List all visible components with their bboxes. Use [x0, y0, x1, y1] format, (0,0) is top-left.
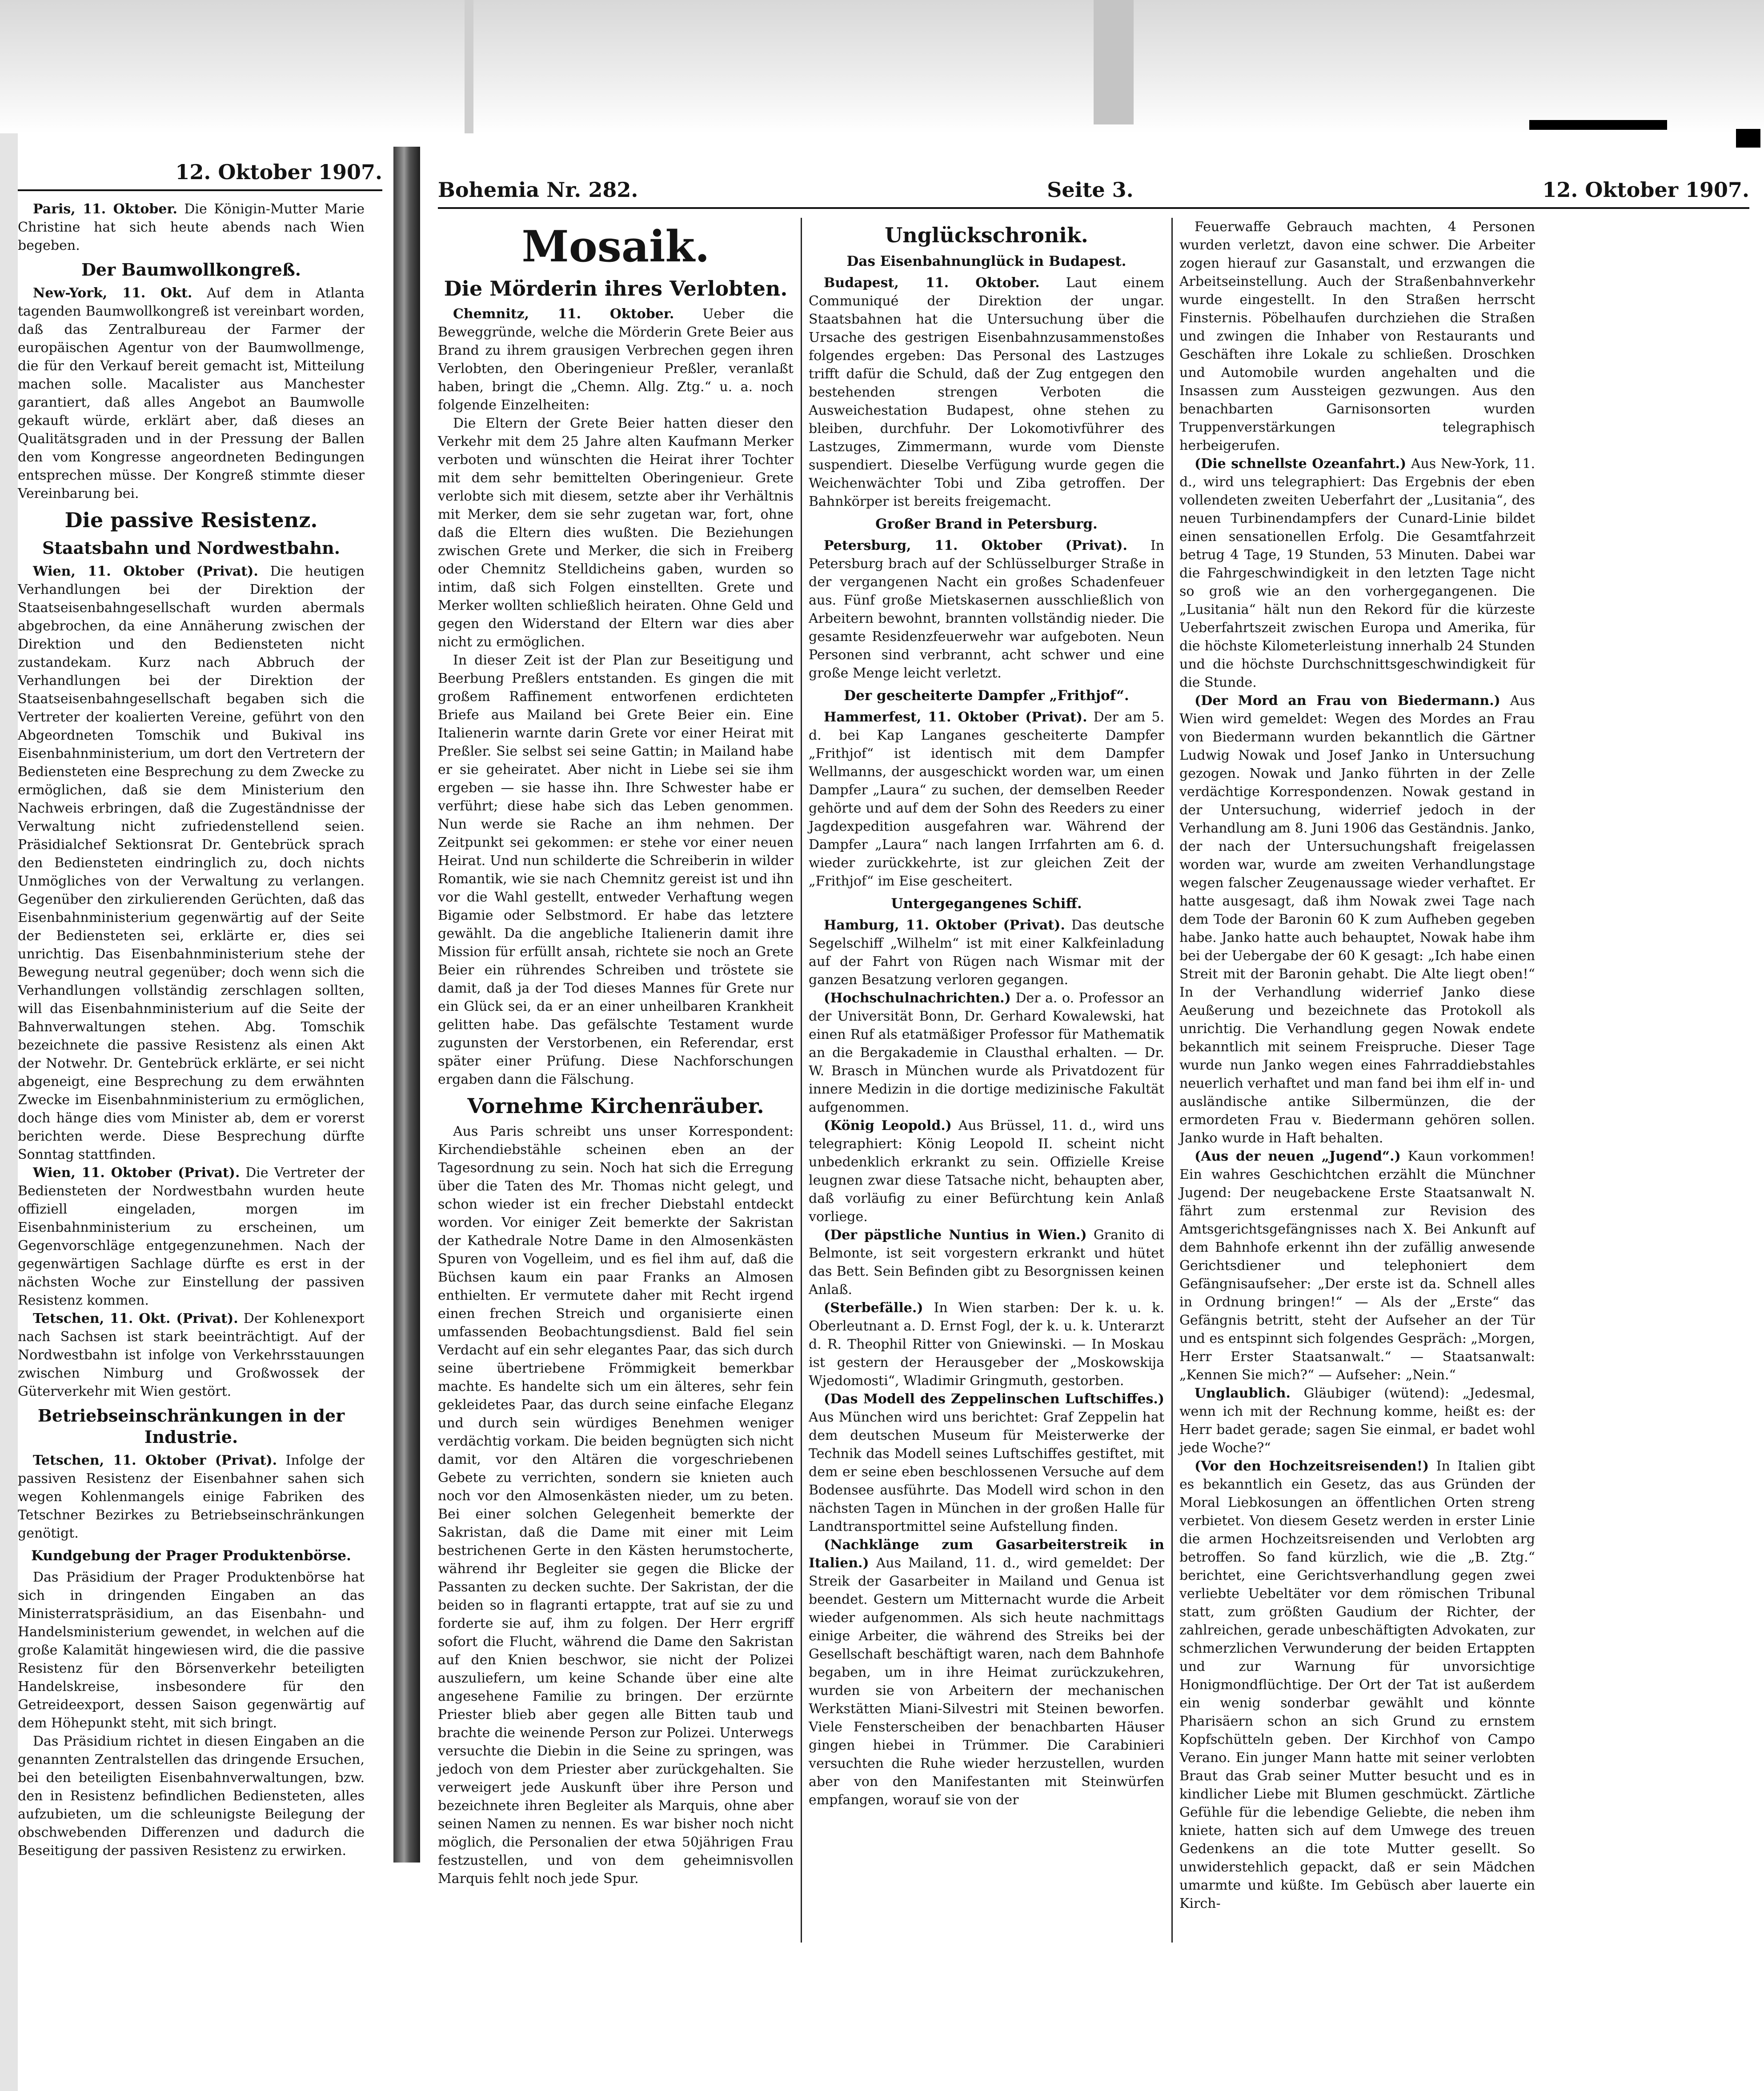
dateline: Wien, 11. Oktober (Privat). [33, 1165, 240, 1181]
article-paragraph [1179, 1457, 1535, 1913]
paragraph-text: Aus Wien wird gemeldet: Wegen des Mordes an Frau von Biedermann wurden bekanntlich die Gärtner Ludwig Nowak und Josef Janko in Untersuchung gezogen. Nowak und Janko führten in der Zelle verdächtige Korrespondenzen. Nowak gestand in der Untersuchung, widerrief jedoch in der Verhandlung am 8. Juni 1906 das Geständnis. Janko, der nach der Untersuchungshaft freigelassen worden war, wurde am zweiten Verhandlungstage wegen falscher Zeugenaussage wieder verhaftet. Er hatte ausgesagt, daß ihm Nowak zwei Tage nach dem Tode der Baronin 60 K zum Aufheben gegeben habe. Janko hatte auch behauptet, Nowak habe ihm bei der Uebergabe der 60 K gesagt: „Ich habe einen Streit mit der Baronin gehabt. Die Alte liegt oben!“ In der Verhandlung widerrief Janko diese Aeußerung und bezeichnete das Protokoll als unrichtig. Die Verhandlung gegen Nowak endete bekanntlich mit seinem Freispruche. Dieser Tage wurde nun Janko wegen eines Fahrraddiebstahles neuerlich verhaftet und man fand bei ihm elf in- und ausländische antike Silbermünzen, die der ermordeten Frau v. Biedermann gehören sollen. Janko wurde in Haft behalten. [1179, 693, 1535, 1146]
paragraph-text: Laut einem Communiqué der Direktion der ungar. Staatsbahnen hat die Untersuchung über die Ursache des gestrigen Eisenbahnzusammenstoßes folgendes ergeben: Das Personal des Lastzuges trifft dafür die Schuld, daß der Zug entgegen den bestehenden strengen Verboten die Ausweichestation Budapest, ohne stehen zu bleiben, durchfuhr. Der Lokomotivführer des Lastzuges, Zimmermann, wurde vom Dienste suspendiert. Dieselbe Verfügung wurde gegen die Weichenwächter Tobi und Ziba getroffen. Der Bahnkörper ist bereits freigemacht. [809, 275, 1164, 509]
dateline: Paris, 11. Oktober. [33, 201, 177, 217]
paragraph-text: Infolge der passiven Resistenz der Eisenbahner sahen sich wegen Kohlenmangels einige Fabriken des Tetschner Bezirkes zu Betriebseinschränkungen genötigt. [18, 1453, 365, 1541]
dateline: (Der Mord an Frau von Biedermann.) [1195, 693, 1500, 709]
masthead: Bohemia Nr. 282. [438, 178, 638, 202]
article-paragraph [809, 1299, 1164, 1390]
article-paragraph [18, 1568, 365, 1732]
article-heading: Die Mörderin ihres Verlobten. [444, 276, 788, 300]
article-paragraph [809, 1390, 1164, 1536]
paragraph-text: Granito di Belmonte, ist seit vorgestern erkrankt und hütet das Bett. Sein Befinden gibt zu Besorgnissen keinen Anlaß. [809, 1227, 1164, 1298]
article-paragraph [18, 1310, 365, 1401]
article-paragraph [18, 1164, 365, 1310]
paragraph-text: Die heutigen Verhandlungen bei der Direktion der Staatseisenbahngesellschaft wurden abermals abgebrochen, da eine Annäherung zwischen der Direktion und den Bediensteten nicht zustandekam. Kurz nach Abbruch der Verhandlungen bei der Direktion der Staatseisenbahngesellschaft begaben sich die Vertreter der koalierten Vereine, geführt von den Abgeordneten Tomschik und Bukival ins Eisenbahnministerium, um dort den Vertretern der Bediensteten eine Besprechung zu dem Zwecke zu ermöglichen, daß sie dem Ministerium den Nachweis erbringen, daß die Zugeständnisse der Verwaltung nicht zufriedenstellend seien. Präsidialchef Sektionsrat Dr. Gentebrück sprach den Bediensteten eindringlich zu, doch nichts Unmögliches von der Verwaltung zu verlangen. Gegenüber den zirkulierenden Gerüchten, daß das Eisenbahnministerium gegenwärtig auf der Seite der Bediensteten sei, erklärte er, dies sei unrichtig. Das Eisenbahnministerium stehe der Bewegung neutral gegenüber; doch wenn sich die Verhandlungen vollständig zerschlagen sollten, will das Eisenbahnministerium auf die Seite der Bahnverwaltungen stehen. Abg. Tomschik bezeichnete die passive Resistenz als einen Akt der Notwehr. Dr. Gentebrück erklärte, er sei nicht abgeneigt, eine Besprechung zu dem erwähnten Zwecke im Eisenbahnministerium zu ermöglichen, doch hänge dies vom Minister ab, dem er vorerst berichten werde. Diese Besprechung dürfte Sonntag stattfinden. [18, 564, 365, 1162]
article-heading: Der gescheiterte Dampfer „Frithjof“. [844, 688, 1129, 704]
scan-mark [1736, 129, 1760, 148]
article-heading: Mosaik. [521, 221, 710, 272]
dateline: Petersburg, 11. Oktober (Privat). [824, 538, 1127, 553]
article-paragraph [1179, 1384, 1535, 1457]
article-paragraph [809, 989, 1164, 1117]
article-heading: Staatsbahn und Nordwestbahn. [42, 538, 341, 558]
page-number: Seite 3. [1047, 178, 1134, 202]
dateline: (Die schnellste Ozeanfahrt.) [1195, 456, 1407, 472]
paragraph-text: In Italien gibt es bekanntlich ein Gesetz, das aus Gründen der Moral Liebkosungen an öffentlichen Orten streng verbietet. Von diesem Gesetz werden in erster Linie die armen Hochzeitsreisenden und Verlobten arg betroffen. So fand kürzlich, wie die „B. Ztg.“ berichtet, eine Gerichtsverhandlung gegen zwei verliebte Uebeltäter vor dem römischen Tribunal statt, zum größten Gaudium der Richter, der zahlreichen, gerade unbeschäftigten Advokaten, zur schmerzlichen Verwunderung der beiden Ertappten und zur Warnung für unvorsichtige Honigmondflüchtige. Der Ort der Tat ist außerdem ein wenig sonderbar gewählt und könnte Pharisäern schon an sich Grund zu ernstem Kopfschütteln geben. Der Kirchhof von Campo Verano. Ein junger Mann hatte mit seiner verlobten Braut das Grab seiner Mutter besucht und es in kindlicher Liebe mit Blumen geschmückt. Zärtliche Gefühle für die lebendige Geliebte, die neben ihm kniete, hatten sich auf dem Umwege des treuen Gedenkens an die tote Mutter gesellt. So unwiderstehlich gepackt, daß er sein Mädchen umarmte und küßte. Im Gebüsch aber lauerte ein Kirch- [1179, 1458, 1535, 1911]
dateline: Hammerfest, 11. Oktober (Privat). [824, 709, 1087, 725]
paragraph-text: Das Präsidium richtet in diesen Eingaben an die genannten Zentralstellen das dringende Ersuchen, bei den beteiligten Eisenbahnverwaltungen, bzw. den in Resistenz befindlichen Bediensteten, alles aufzubieten, um die schleunigste Beilegung der obschwebenden Differenzen und dadurch die Beseitigung der passiven Resistenz zu erwirken. [18, 1734, 365, 1859]
paragraph-text: Der Kohlenexport nach Sachsen ist stark beeinträchtigt. Auf der Nordwestbahn ist infolge von Verkehrsstauungen zwischen Nimburg und Großwossek der Güterverkehr mit Wien gestört. [18, 1311, 365, 1399]
scan-mark [1094, 0, 1134, 124]
paragraph-text: Das Präsidium der Prager Produktenbörse hat sich in dringenden Eingaben an das Ministerratspräsidium, an das Eisenbahn- und Handelsministerium gewendet, in welchen auf die große Kalamität hingewiesen wird, die die passive Resistenz für den Börsenverkehr beteiligten Handelskreise, insbesondere für den Getreideexport, dessen Saison gegenwärtig auf dem Höhepunkt steht, mit sich bringt. [18, 1570, 365, 1731]
paragraph-text: Aus Mailand, 11. d., wird gemeldet: Der Streik der Gasarbeiter in Mailand und Genua ist beendet. Gestern um Mitternacht wurde die Arbeit wieder aufgenommen. Als sich heute nachmittags einige Arbeiter, die während des Streiks bei der Gesellschaft beschäftigt waren, nach dem Bahnhofe begaben, um in ihre Heimat zurückzukehren, wurden sie von Arbeitern der mechanischen Werkstätten Miani-Silvestri mit Steinen beworfen. Viele Fensterscheiben der benachbarten Häuser gingen hiebei in Trümmer. Die Carabinieri versuchten die Ruhe wieder herzustellen, wurden aber von den Manifestanten mit Steinwürfen empfangen, worauf sie von der [809, 1555, 1164, 1808]
article-heading: Die passive Resistenz. [64, 508, 318, 532]
article-paragraph [438, 1122, 794, 1888]
left-page [18, 160, 382, 1859]
article-paragraph [809, 274, 1164, 511]
column-1 [438, 218, 794, 1888]
dateline: Budapest, 11. Oktober. [824, 275, 1040, 291]
paragraph-text: Die Vertreter der Bediensteten der Nordwestbahn wurden heute offiziell eingeladen, morgen im Eisenbahnministerium zu erscheinen, um Gegenvorschläge entgegenzunehmen. Nach der gegenwärtigen Sachlage dürfte es erst in der nächsten Woche zur Einstellung der passiven Resistenz kommen. [18, 1165, 365, 1308]
left-page-date: 12. Oktober 1907. [175, 160, 382, 184]
dateline: (Aus der neuen „Jugend“.) [1195, 1149, 1401, 1164]
paragraph-text: Aus New-York, 11. d., wird uns telegraphiert: Das Ergebnis der eben vollendeten zweiten Ueberfahrt der „Lusitania“, des neuen Turbinendampfers der Cunard-Linie bildet einen sensationellen Erfolg. Die Gesamtfahrzeit betrug 4 Tage, 19 Stunden, 53 Minuten. Dabei war die Fahrgeschwindigkeit in den letzten Tage nicht so groß wie an den vorhergegangenen. Die „Lusitania“ hält nun den Rekord für die kürzeste Ueberfahrtszeit zwischen Europa und Amerika, für die höchste Kilometerleistung innerhalb 24 Stunden und die höchste Durchschnittsgeschwindigkeit für die Stunde. [1179, 456, 1535, 690]
article-paragraph [1179, 455, 1535, 692]
paragraph-text: Aus München wird uns berichtet: Graf Zeppelin hat dem deutschen Museum für Meisterwerke der Technik das Modell seines Luftschiffes gestiftet, mit dem er seine eben beschlossenen Versuche auf dem Bodensee ausführte. Das Modell wird schon in den nächsten Tagen in München in der großen Halle für Landtransportmittel seine Aufstellung finden. [809, 1410, 1164, 1534]
dateline: (Der päpstliche Nuntius in Wien.) [824, 1227, 1087, 1243]
paragraph-text: Aus Paris schreibt uns unser Korrespondent: Kirchendiebstähle scheinen eben an der Tagesordnung zu sein. Noch hat sich die Erregung über die Taten des Mr. Thomas nicht gelegt, und schon wieder ist ein frecher Diebstahl entdeckt worden. Vor einiger Zeit bemerkte der Sakristan der Kathedrale Notre Dame in den Almosenkästen Spuren von Vogelleim, und es fiel ihm auf, daß die Büchsen kaum ein paar Franks an Almosen enthielten. Er vermutete daher mit Recht irgend einen frechen Streich und organisierte einen umfassenden Beobachtungsdienst. Bald fiel sein Verdacht auf ein sehr elegantes Paar, das sich durch seine übertriebene Frömmigkeit bemerkbar machte. Es handelte sich um ein älteres, sehr fein gekleidetes Paar, das durch seine einfache Eleganz und durch sein würdiges Benehmen weniger verdächtig vorkam. Die beiden begnügten sich nicht damit, vor den Altären die vorgeschriebenen Gebete zu verrichten, sondern sie knieten auch noch vor den Almosenkästen nieder, um zu beten. Bei einer solchen Gelegenheit bemerkte der Sakristan, daß die Dame mit einer mit Leim bestrichenen Gerte in den Kästen herumstocherte, während ihr Begleiter sie gegen die Blicke der Passanten zu decken suchte. Der Sakristan, der die beiden so in flagranti ertappte, trat auf sie zu und forderte sie auf, ihm zu folgen. Der Herr ergriff sofort die Flucht, während die Dame den Sakristan auf den Knien beschwor, sie nicht der Polizei auszuliefern, um keine Schande über eine alte angesehene Familie zu bringen. Der erzürnte Priester blieb aber gegen alle Bitten taub und brachte die weinende Person zur Polizei. Unterwegs versuchte die Diebin in die Seine zu springen, was jedoch von dem Priester aber zurückgehalten. Sie verweigert jede Auskunft über ihre Person und bezeichnete ihren Begleiter als Marquis, ohne aber seinen Namen zu nennen. Es war bisher noch nicht möglich, die Personalien der etwa 50jährigen Frau festzustellen, und von dem geheimnisvollen Marquis fehlt noch jede Spur. [438, 1124, 794, 1887]
dateline: (Vor den Hochzeitsreisenden!) [1195, 1458, 1429, 1474]
paragraph-text: In Wien starben: Der k. u. k. Oberleutnant a. D. Ernst Fogl, der k. u. k. Unterarzt d. R. Theophil Ritter von Gniewinski. — In Moskau ist gestern der Herausgeber der „Moskowskija Wjedomosti“, Wladimir Gringmuth, gestorben. [809, 1300, 1164, 1389]
paragraph-text: Die Eltern der Grete Beier hatten dieser den Verkehr mit dem 25 Jahre alten Kaufmann Merker verboten und wünschten die Heirat ihrer Tochter mit dem sehr bemittelten Oberingenieur. Grete verlobte sich mit diesem, setzte aber ihr Verhältnis mit Merker, dem sie sehr zugetan war, fort, ohne daß die Eltern dies wußten. Die Beziehungen zwischen Grete und Merker, die sich in Freiberg oder Chemnitz Stelldicheins gaben, wurden so intim, daß sich Folgen einstellten. Grete und Merker wollten schließlich heiraten. Ohne Geld und gegen den Widerstand der Eltern war dies aber nicht zu ermöglichen. [438, 416, 794, 650]
dateline: Unglaublich. [1195, 1386, 1291, 1401]
paragraph-text: Der am 5. d. bei Kap Langanes gescheiterte Dampfer „Frithjof“ ist identisch mit dem Dampfer Wellmanns, der ausgeschickt worden war, um einen Dampfer „Laura“ zu suchen, der demselben Reeder gehörte und auf dem der Sohn des Reeders zu einer Jagdexpedition ausgefahren war. Während der Dampfer „Laura“ nach langen Irrfahrten am 6. d. wieder zurückkehrte, ist zur gleichen Zeit der „Frithjof“ im Eise gescheitert. [809, 709, 1164, 889]
article-paragraph [809, 537, 1164, 682]
paragraph-text: Aus Brüssel, 11. d., wird uns telegraphiert: König Leopold II. scheint nicht unbedenklich erkrankt zu sein. Offizielle Kreise leugnen zwar diese Tatsache nicht, behaupten aber, daß vorläufig zu einer Befürchtung kein Anlaß vorliege. [809, 1118, 1164, 1225]
dateline: Wien, 11. Oktober (Privat). [33, 564, 258, 579]
paragraph-text: Auf dem in Atlanta tagenden Baumwollkongreß ist vereinbart worden, daß das Zentralbureau der Farmer der europäischen Agentur von der Baumwollmenge, die für den Verkauf bereit gemacht ist, Mitteilung machen solle. Macalister aus Manchester garantiert, daß alles Angebot an Baumwolle gekauft würde, erklärt aber, daß dieses an Qualitätsgraden und in der Pressung der Ballen den vom Kongresse angeordneten Bedingungen entsprechen müsse. Der Kongreß stimmte dieser Vereinbarung bei. [18, 285, 365, 501]
article-paragraph [809, 916, 1164, 989]
article-heading: Das Eisenbahnunglück in Budapest. [846, 253, 1127, 269]
dateline: Tetschen, 11. Oktober (Privat). [33, 1453, 277, 1468]
binding-gutter [393, 147, 420, 1863]
article-heading: Großer Brand in Petersburg. [875, 516, 1098, 532]
paragraph-text: Das deutsche Segelschiff „Wilhelm“ ist mit einer Kalkfeinladung auf der Fahrt von Rügen nach Wismar mit der ganzen Besatzung verloren gegangen. [809, 917, 1165, 988]
left-page-header [18, 160, 382, 191]
dateline: Tetschen, 11. Okt. (Privat). [33, 1311, 238, 1326]
article-heading: Betriebseinschränkungen in der Industrie. [37, 1406, 345, 1447]
right-page [438, 178, 1749, 1911]
article-paragraph [18, 562, 365, 1164]
paragraph-text: In dieser Zeit ist der Plan zur Beseitigung und Beerbung Preßlers entstanden. Es gingen die mit großem Raffinement entworfenen erdichteten Briefe aus Mailand bei Grete Beier ein. Eine Italienerin warnte darin Grete vor einer Heirat mit Preßler. Sie selbst sei seine Gattin; in Mailand habe er sie geheiratet. Aber nicht in Liebe sei sie ihm ergeben — sie hasse ihn. Ihre Schwester habe er verführt; diese habe sich das Leben genommen. Nun werde sie Rache an ihm nehmen. Der Zeitpunkt sei gekommen: er stehe vor einer neuen Heirat. Und nun schilderte die Schreiberin in wilder Romantik, wie sie nach Chemnitz gereist ist und ihn vor die Wahl gestellt, entweder Verhaftung wegen Bigamie oder Selbstmord. Er habe das letztere gewählt. Da die angebliche Italienerin damit ihre Mission für erfüllt ansah, richtete sie noch an Grete Beier ein rührendes Schreiben und tröstete sie damit, daß ja der Tod dieses Mannes für Grete nur ein Glück sei, da er an einer unheilbaren Krankheit gelitten habe. Das gefälschte Testament wurde zugunsten der Verstorbenen, ein Referendar, erst später einer Prüfung. Diese Nachforschungen ergaben dann die Fälschung. [438, 653, 794, 1087]
article-paragraph [18, 1732, 365, 1860]
article-paragraph [1179, 692, 1535, 1147]
article-paragraph [809, 708, 1164, 890]
scan-mark [1529, 120, 1667, 130]
paragraph-text: Kaun vorkommen! Ein wahres Geschichtchen erzählt die Münchner Jugend: Der neugebackene Erste Staatsanwalt N. fährt zum erstenmal zur Revision des Amtsgerichtsgefängnisses nach X. Bei Ankunft auf dem Bahnhofe erkennt ihn der zufällig anwesende Gerichtsdiener und telephoniert dem Gefängnisaufseher: „Der erste ist da. Schnell alles in Ordnung bringen!“ — Als der „Erste“ das Gefängnis betritt, steht der Aufseher an der Tür und es entspinnt sich folgendes Gespräch: „Morgen, Herr Erster Staatsanwalt.“ — Staatsanwalt: „Kennen Sie mich?“ — Aufseher: „Nein.“ [1179, 1149, 1535, 1383]
paragraph-text: In Petersburg brach auf der Schlüsselburger Straße in der vergangenen Nacht ein großes Schadenfeuer aus. Fünf große Mietskasernen ausschließlich von Arbeitern bewohnt, brannten vollständig nieder. Die gesamte Residenzfeuerwehr war aufgeboten. Neun Personen sind verbrannt, acht schwer und eine große Menge leicht verletzt. [809, 538, 1164, 681]
dateline: (Nachklänge zum Gasarbeiterstreik in Italien.) [809, 1537, 1164, 1571]
dateline: (Hochschulnachrichten.) [824, 990, 1011, 1006]
article-paragraph [18, 284, 365, 503]
scan-mark [465, 0, 473, 133]
dateline: Chemnitz, 11. Oktober. [453, 306, 674, 322]
article-paragraph [809, 1226, 1164, 1299]
dateline: New-York, 11. Okt. [33, 285, 192, 301]
paragraph-text: Gläubiger (wütend): „Jedesmal, wenn ich mit der Rechnung komme, heißt es: der Herr badet gerade; sagen Sie einmal, er badet wohl jede Woche?“ [1179, 1386, 1535, 1456]
issue-date: 12. Oktober 1907. [1542, 178, 1749, 202]
dateline: (Das Modell des Zeppelinschen Luftschiffes.) [824, 1391, 1164, 1407]
left-page-column [18, 200, 365, 1860]
article-paragraph [809, 1536, 1164, 1809]
dateline: (Sterbefälle.) [824, 1300, 923, 1316]
article-paragraph [438, 305, 794, 414]
scan-top-shadow [0, 0, 1764, 133]
article-heading: Der Baumwollkongreß. [81, 260, 301, 280]
paragraph-text: Der a. o. Professor an der Universität Bonn, Dr. Gerhard Kowalewski, hat einen Ruf als etatmäßiger Professor für Mathematik an die Bergakademie in Clausthal erhalten. — Dr. W. Brasch in München wurde als Privatdozent für innere Medizin in die dortige medizinische Fakultät aufgenommen. [809, 990, 1164, 1115]
article-paragraph [18, 1451, 365, 1542]
article-paragraph [1179, 218, 1535, 455]
column-2 [809, 218, 1164, 1809]
article-heading: Vornehme Kirchenräuber. [467, 1094, 764, 1118]
article-paragraph [1179, 1147, 1535, 1384]
paragraph-text: Die Königin-Mutter Marie Christine hat sich heute abends nach Wien begeben. [18, 201, 365, 253]
article-paragraph [438, 651, 794, 1089]
column-rule [801, 218, 802, 1943]
article-paragraph [809, 1117, 1164, 1226]
column-rule [1171, 218, 1173, 1943]
dateline: Hamburg, 11. Oktober (Privat). [824, 917, 1065, 933]
article-heading: Unglückschronik. [885, 223, 1088, 247]
right-page-header [438, 178, 1749, 209]
column-3 [1179, 218, 1535, 1913]
paragraph-text: Ueber die Beweggründe, welche die Mörderin Grete Beier aus Brand zu ihrem grausigen Verbrechen gegen ihren Verlobten, den Oberingenieur Preßler, veranlaßt haben, bringt die „Chemn. Allg. Ztg.“ u. a. noch folgende Einzelheiten: [438, 306, 794, 413]
dateline: (König Leopold.) [824, 1118, 952, 1134]
article-paragraph [438, 414, 794, 651]
article-paragraph [18, 200, 365, 255]
article-heading: Untergegangenes Schiff. [891, 896, 1082, 912]
paragraph-text: Feuerwaffe Gebrauch machten, 4 Personen wurden verletzt, davon eine schwer. Die Arbeiter zogen hierauf zur Gasanstalt, und erzwangen die Arbeitseinstellung. Auch der Straßenbahnverkehr wurde eingestellt. In den Straßen herrscht Finsternis. Pöbelhaufen durchziehen die Straßen und zwingen die Inhaber von Restaurants und Geschäften ihre Lokale zu schließen. Droschken und Automobile wurden angehalten und die Insassen zum Aussteigen gezwungen. Aus den benachbarten Garnisonsorten wurden Truppenverstärkungen telegraphisch herbeigerufen. [1179, 219, 1535, 453]
article-heading: Kundgebung der Prager Produktenbörse. [31, 1548, 351, 1564]
